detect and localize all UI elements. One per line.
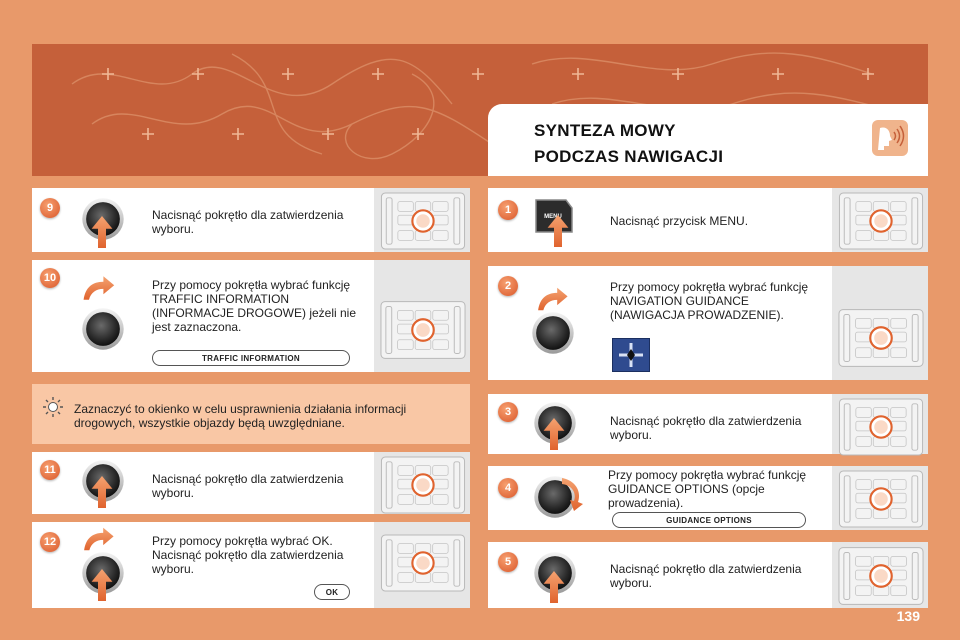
rotate-arrow-icon — [534, 286, 570, 312]
step-text: Przy pomocy pokrętła wybrać OK. Nacisnąć pokrętło dla zatwierdzenia wyboru. — [152, 534, 344, 576]
traffic-information-button[interactable]: TRAFFIC INFORMATION — [152, 350, 350, 366]
step-card-2 — [488, 266, 928, 380]
radio-panel-illustration — [374, 188, 470, 252]
guidance-options-button[interactable]: GUIDANCE OPTIONS — [612, 512, 806, 528]
rotate-arrow-icon — [558, 476, 586, 512]
step-text: Przy pomocy pokrętła wybrać funkcję GUIDANCE OPTIONS (opcje prowadzenia). — [608, 468, 807, 510]
menu-label: MENU — [544, 214, 562, 220]
press-arrow-icon — [90, 476, 114, 508]
step-card-12 — [32, 522, 470, 608]
step-badge: 1 — [498, 200, 518, 220]
rotate-arrow-icon — [80, 274, 116, 302]
rotate-arrow-icon — [80, 526, 116, 552]
tip-text: Zaznaczyć to okienko w celu usprawnienia działania informacji drogowych, wszystkie objazdy będą uwzględniane. — [74, 402, 407, 430]
step-card-1 — [488, 188, 928, 252]
step-badge: 12 — [40, 532, 60, 552]
rotary-knob-icon — [530, 310, 576, 356]
title-box — [488, 104, 928, 176]
radio-panel-illustration — [832, 466, 928, 530]
radio-panel-illustration — [832, 542, 928, 608]
step-card-10 — [32, 260, 470, 372]
radio-panel-illustration — [374, 260, 470, 372]
press-arrow-icon — [90, 568, 114, 602]
radio-panel-illustration — [374, 522, 470, 608]
step-card-5 — [488, 542, 928, 608]
step-badge: 9 — [40, 198, 60, 218]
press-arrow-icon — [542, 418, 566, 450]
rotary-knob-icon — [80, 306, 126, 352]
press-arrow-icon — [542, 570, 566, 604]
ok-button[interactable]: OK — [314, 584, 350, 600]
step-card-11 — [32, 452, 470, 514]
title-line-1: SYNTEZA MOWY — [534, 121, 676, 140]
step-card-3 — [488, 394, 928, 454]
step-badge: 5 — [498, 552, 518, 572]
step-badge: 4 — [498, 478, 518, 498]
step-badge: 3 — [498, 402, 518, 422]
page-number: 139 — [896, 608, 920, 624]
step-badge: 10 — [40, 268, 60, 288]
radio-panel-illustration — [832, 188, 928, 252]
sun-icon — [42, 396, 64, 418]
press-arrow-icon — [546, 214, 570, 248]
page-title — [534, 118, 723, 170]
tip-box — [32, 384, 470, 444]
title-line-2: PODCZAS NAWIGACJI — [534, 147, 724, 166]
radio-panel-illustration — [832, 394, 928, 454]
step-text: Przy pomocy pokrętła wybrać funkcję TRAFFIC INFORMATION (INFORMACJE DROGOWE) jeżeli nie jest zaznaczona. — [152, 278, 357, 334]
step-badge: 2 — [498, 276, 518, 296]
step-badge: 11 — [40, 460, 60, 480]
step-card-9 — [32, 188, 470, 252]
step-card-4 — [488, 466, 928, 530]
step-text: Nacisnąć pokrętło dla zatwierdzenia wyboru. — [152, 208, 344, 236]
radio-panel-illustration — [374, 452, 470, 514]
step-text: Przy pomocy pokrętła wybrać funkcję NAVIGATION GUIDANCE (NAWIGACJA PROWADZENIE). — [610, 280, 809, 322]
press-arrow-icon — [90, 216, 114, 248]
step-text: Nacisnąć pokrętło dla zatwierdzenia wyboru. — [152, 472, 344, 500]
navigation-icon — [612, 338, 650, 372]
speech-icon — [872, 120, 908, 156]
step-text: Nacisnąć pokrętło dla zatwierdzenia wyboru. — [610, 562, 802, 590]
radio-panel-illustration — [832, 266, 928, 380]
step-text: Nacisnąć przycisk MENU. — [610, 214, 749, 228]
step-text: Nacisnąć pokrętło dla zatwierdzenia wyboru. — [610, 414, 802, 442]
